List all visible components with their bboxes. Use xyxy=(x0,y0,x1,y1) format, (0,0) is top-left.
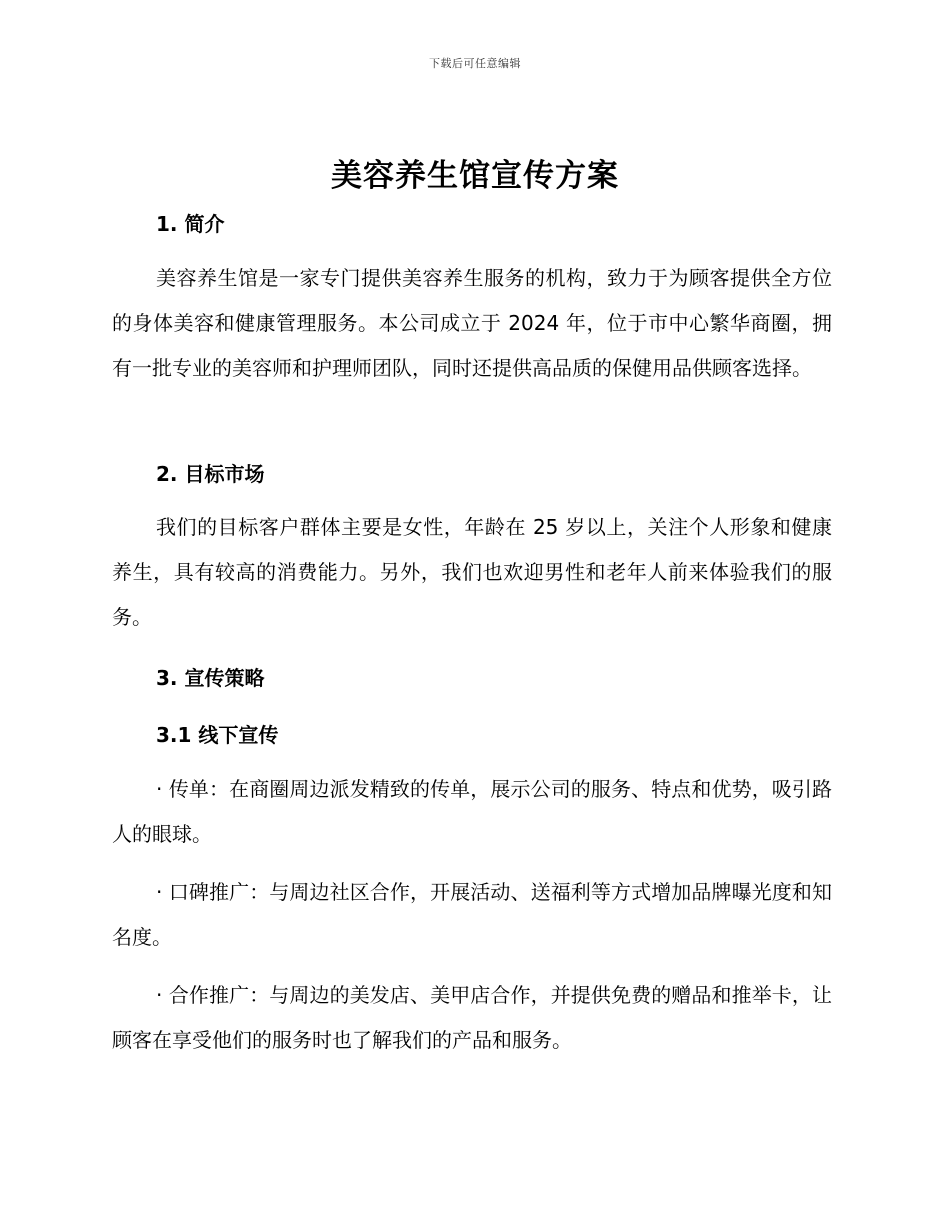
paragraph-flyers: · 传单：在商圈周边派发精致的传单，展示公司的服务、特点和优势，吸引路人的眼球。 xyxy=(112,777,832,846)
paragraph-target-market: 我们的目标客户群体主要是女性，年龄在 25 岁以上，关注个人形象和健康养生，具有较高的消费能力。另外，我们也欢迎男性和老年人前来体验我们的服务。 xyxy=(112,515,832,629)
paragraph-partnership: · 合作推广：与周边的美发店、美甲店合作，并提供免费的赠品和推举卡，让顾客在享受他们的服务时也了解我们的产品和服务。 xyxy=(112,983,832,1052)
paragraph-word-of-mouth: · 口碑推广：与周边社区合作，开展活动、送福利等方式增加品牌曝光度和知名度。 xyxy=(112,880,832,949)
section-heading-target-market: 2. 目标市场 xyxy=(156,462,265,486)
section-heading-strategy: 3. 宣传策略 xyxy=(156,666,265,690)
section-heading-offline: 3.1 线下宣传 xyxy=(156,723,279,747)
document-title: 美容养生馆宣传方案 xyxy=(331,158,619,194)
paragraph-intro: 美容养生馆是一家专门提供美容养生服务的机构，致力于为顾客提供全方位的身体美容和健康管理服务。本公司成立于 2024 年，位于市中心繁华商圈，拥有一批专业的美容师和护理师团队，同时还提供高品质的保健用品供顾客选择。 xyxy=(112,266,832,380)
page-header-note: 下载后可任意编辑 xyxy=(429,57,521,70)
section-heading-intro: 1. 简介 xyxy=(156,212,225,236)
